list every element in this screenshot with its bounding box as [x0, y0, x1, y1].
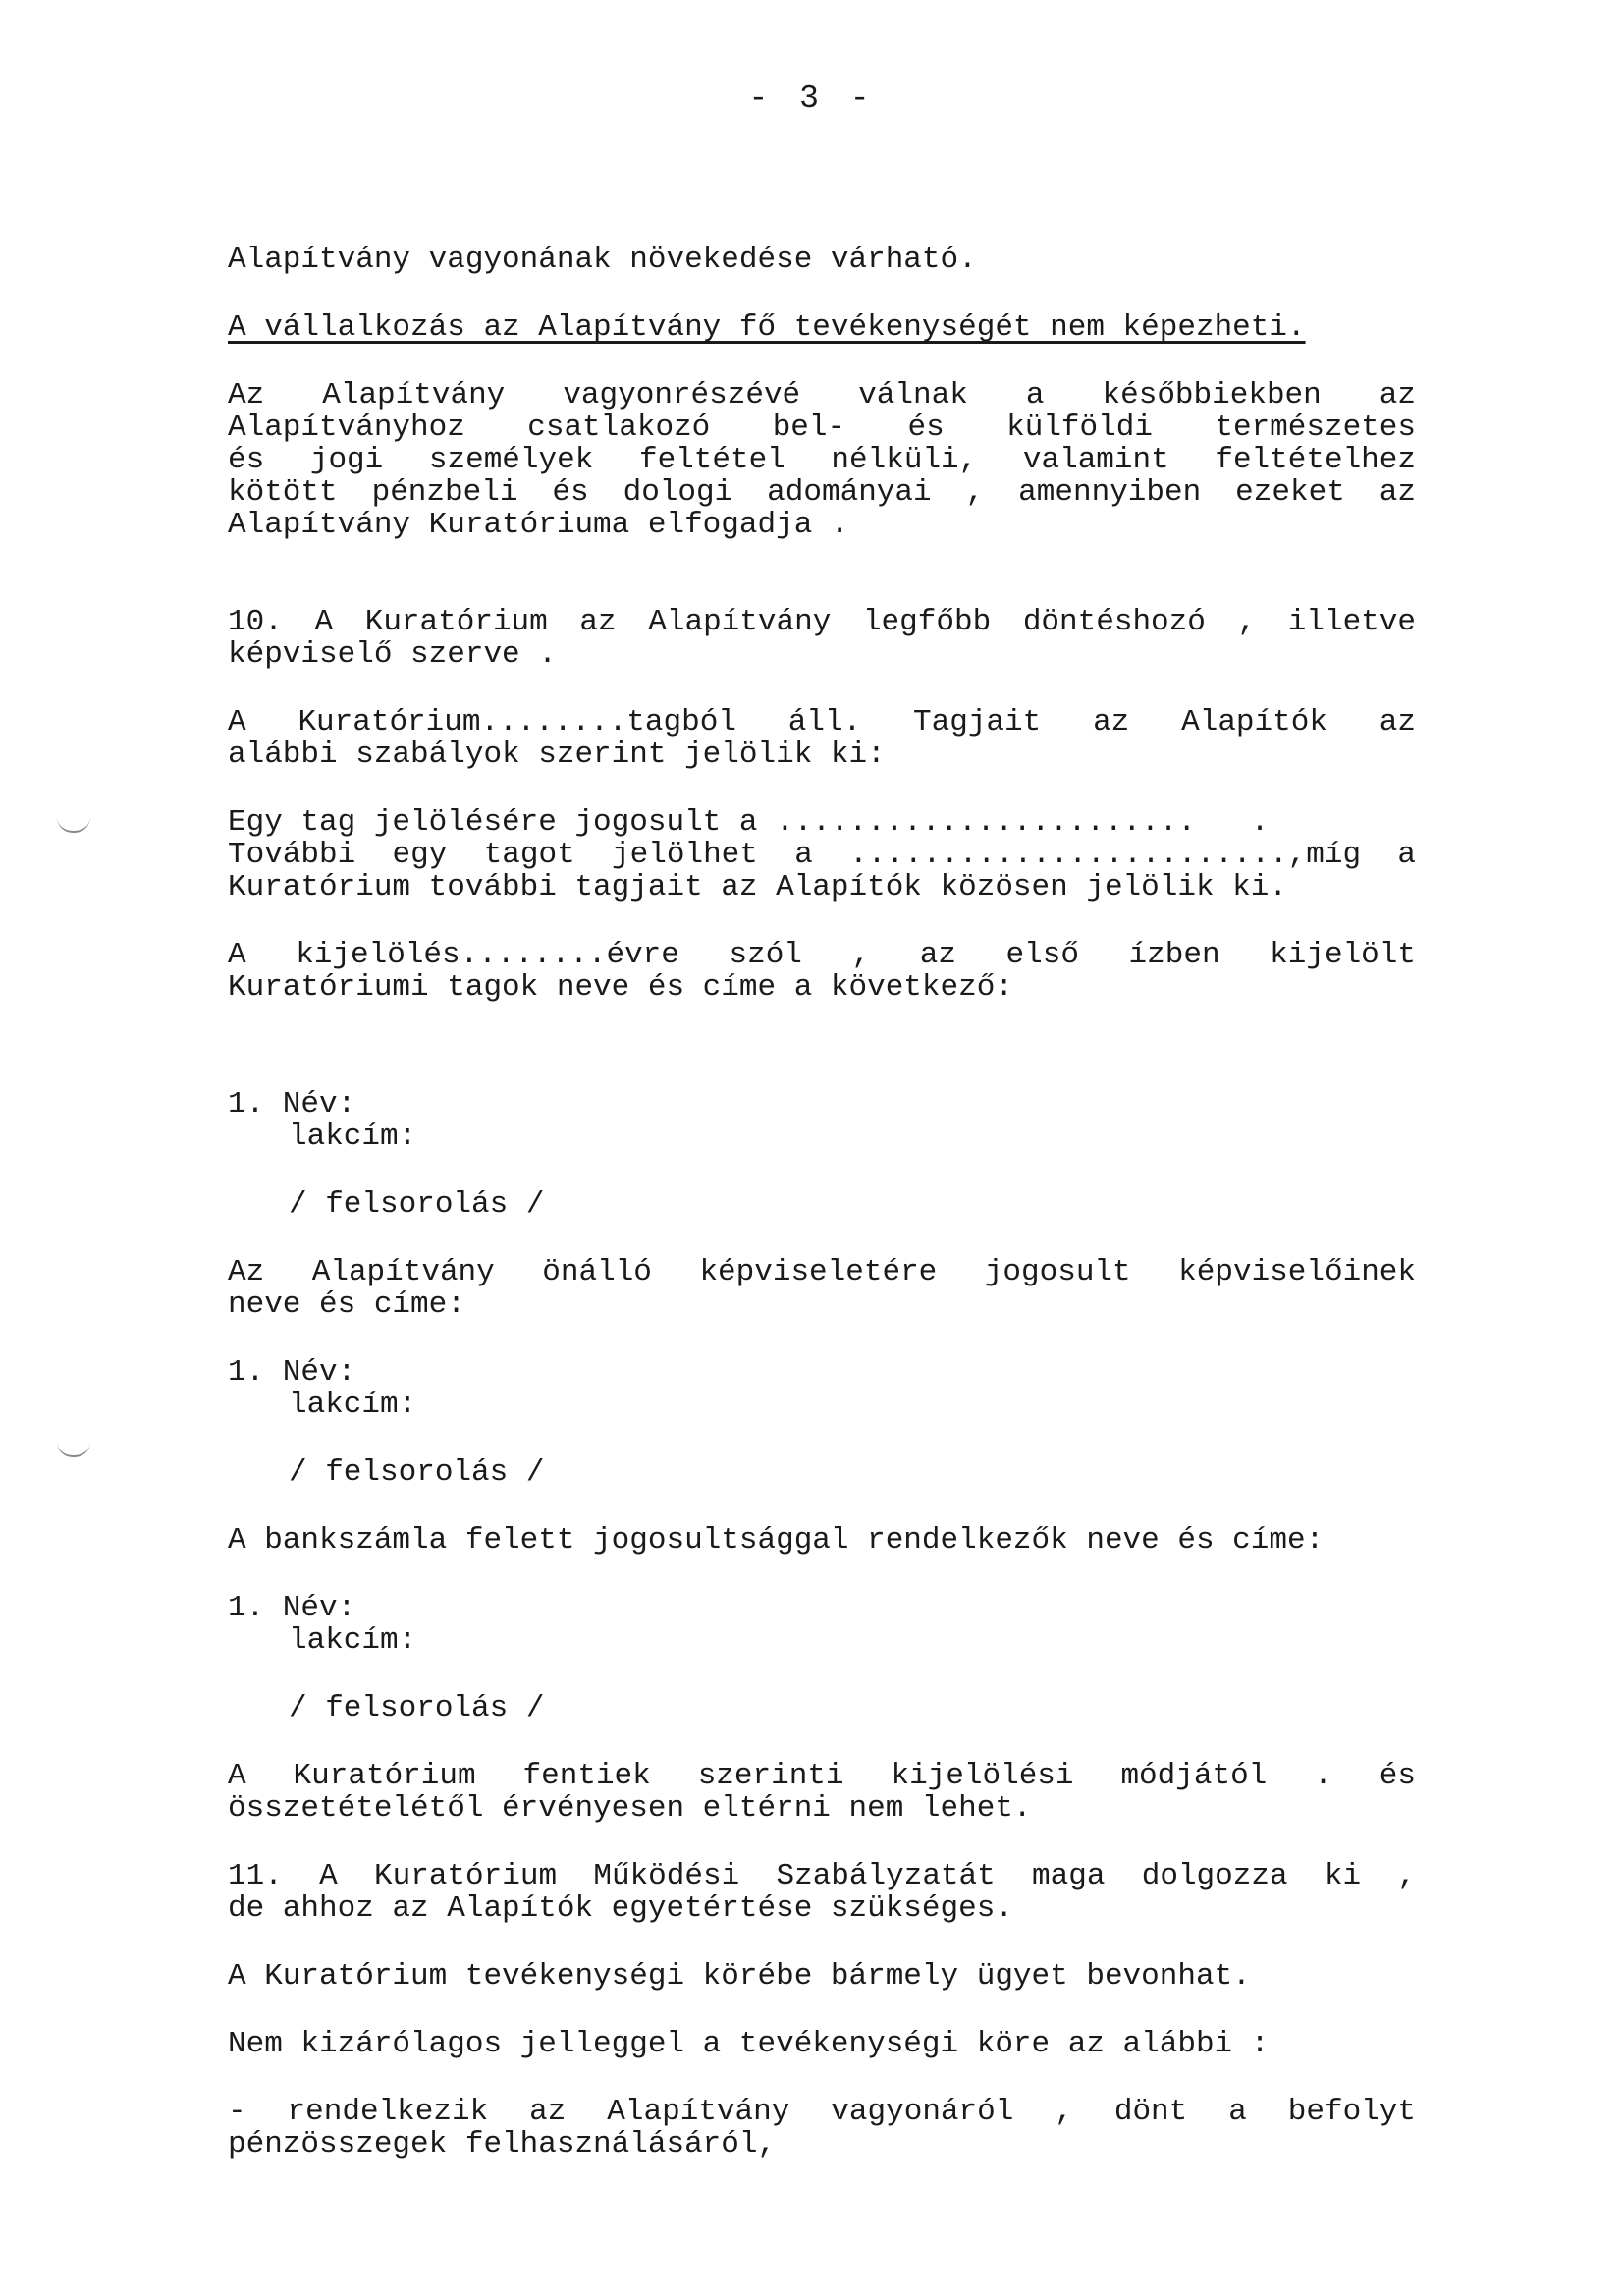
paragraph-11	[228, 1860, 1416, 1925]
name-label: 1. Név:	[228, 1591, 356, 1625]
text-line: összetételétől érvényesen eltérni nem lehet.	[228, 1791, 1032, 1826]
text-line: A Kuratórium fentiek szerinti kijelölési módjától . és	[228, 1759, 1416, 1793]
text-line: Alapítványhoz csatlakozó bel- és külföldi természetes	[228, 410, 1416, 445]
name-label: 1. Név:	[228, 1355, 356, 1390]
text-line: További egy tagot jelölhet a ........................,míg a	[228, 838, 1416, 872]
scan-mark	[57, 817, 90, 833]
text-line: A kijelölés........évre szól , az első ízben kijelölt	[228, 938, 1416, 972]
text-line: képviselő szerve .	[228, 637, 557, 672]
text-line: alábbi szabályok szerint jelölik ki:	[228, 738, 886, 772]
paragraph-board	[228, 706, 1416, 771]
paragraph-term	[228, 939, 1416, 1004]
text-line: A Kuratórium........tagból áll. Tagjait az Alapítók az	[228, 705, 1416, 739]
text-line: pénzösszegek felhasználásáról,	[228, 2127, 777, 2161]
address-label: lakcím:	[289, 1623, 417, 1658]
paragraph-bank: A bankszámla felett jogosultsággal rendelkezők neve és címe:	[228, 1523, 1325, 1558]
text-line: - rendelkezik az Alapítvány vagyonáról , dönt a befolyt	[228, 2095, 1416, 2129]
text-line: kötött pénzbeli és dologi adományai , amennyiben ezeket az	[228, 475, 1416, 510]
paragraph-10	[228, 606, 1416, 671]
paragraph-deviation	[228, 1760, 1416, 1825]
paragraph-representatives	[228, 1256, 1416, 1321]
name-label: 1. Név:	[228, 1087, 356, 1121]
paragraph-assets	[228, 379, 1416, 541]
document-body	[228, 244, 1416, 2160]
text-line: Az Alapítvány vagyonrészévé válnak a későbbiekben az	[228, 378, 1416, 412]
enumeration-note: / felsorolás /	[289, 1455, 545, 1490]
page-number: - 3 -	[748, 81, 876, 117]
paragraph: Alapítvány vagyonának növekedése várható.	[228, 243, 977, 277]
text-line: Egy tag jelölésére jogosult a ....................... .	[228, 805, 1270, 840]
text-line: Az Alapítvány önálló képviseletére jogosult képviselőinek	[228, 1255, 1416, 1289]
scan-mark	[57, 1442, 90, 1457]
list-item	[228, 1088, 1416, 1153]
underlined-statement: A vállalkozás az Alapítvány fő tevékenységét nem képezheti.	[228, 310, 1306, 345]
list-item	[228, 1356, 1416, 1421]
paragraph: Nem kizárólagos jelleggel a tevékenységi köre az alábbi :	[228, 2027, 1270, 2061]
address-label: lakcím:	[289, 1388, 417, 1422]
bullet-item	[228, 2096, 1416, 2160]
text-line: 10. A Kuratórium az Alapítvány legfőbb döntéshozó , illetve	[228, 605, 1416, 639]
enumeration-note: / felsorolás /	[289, 1187, 545, 1222]
text-line: neve és címe:	[228, 1287, 465, 1322]
text-line: Kuratóriumi tagok neve és címe a következő:	[228, 970, 1013, 1005]
list-item	[228, 1592, 1416, 1657]
paragraph: A Kuratórium tevékenységi körébe bármely ügyet bevonhat.	[228, 1959, 1251, 1994]
text-line: Kuratórium további tagjait az Alapítók közösen jelölik ki.	[228, 870, 1287, 904]
text-line: Alapítvány Kuratóriuma elfogadja .	[228, 508, 849, 542]
address-label: lakcím:	[289, 1120, 417, 1154]
text-line: 11. A Kuratórium Működési Szabályzatát maga dolgozza ki ,	[228, 1859, 1416, 1893]
text-line: de ahhoz az Alapítók egyetértése szükséges.	[228, 1891, 1013, 1926]
paragraph-nomination	[228, 806, 1416, 903]
text-line: és jogi személyek feltétel nélküli, valamint feltételhez	[228, 443, 1416, 477]
enumeration-note: / felsorolás /	[289, 1691, 545, 1725]
